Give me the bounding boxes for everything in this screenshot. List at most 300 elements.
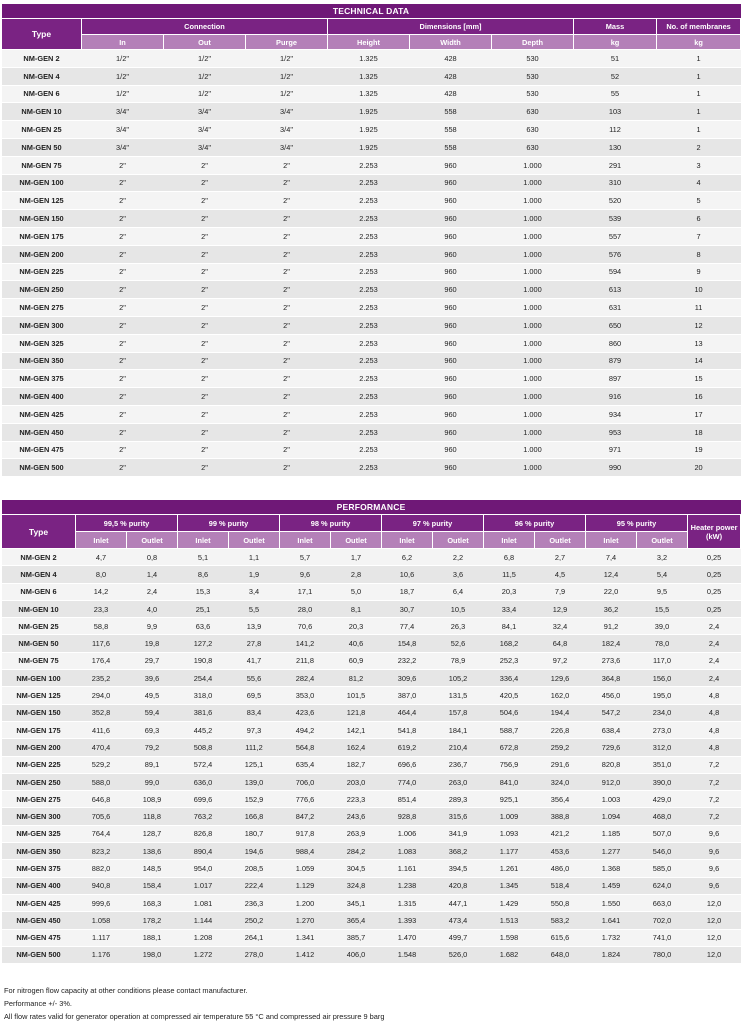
type-cell: NM-GEN 50 [2, 635, 76, 652]
table-cell: 36,2 [586, 600, 637, 617]
table-cell: 3/4" [246, 138, 328, 156]
type-cell: NM-GEN 225 [2, 263, 82, 281]
table-cell: 166,8 [229, 808, 280, 825]
table-cell: 52,6 [433, 635, 484, 652]
table-cell: 289,3 [433, 791, 484, 808]
table-cell: 1.144 [178, 912, 229, 929]
table-cell: 5,7 [280, 549, 331, 566]
table-cell: 630 [492, 121, 574, 139]
table-cell: 103 [574, 103, 657, 121]
type-cell: NM-GEN 325 [2, 825, 76, 842]
footnote: For nitrogen flow capacity at other conditions please contact manufacturer. [4, 986, 248, 995]
table-cell: 77,4 [382, 618, 433, 635]
table-cell: 953 [574, 423, 657, 441]
table-cell: 236,7 [433, 756, 484, 773]
table-cell: 1 [657, 50, 741, 68]
table-cell: 232,2 [382, 652, 433, 669]
table-cell: 1.393 [382, 912, 433, 929]
table-cell: 294,0 [76, 687, 127, 704]
table-cell: 2.253 [328, 245, 410, 263]
table-cell: 486,0 [535, 860, 586, 877]
table-cell: 97,2 [535, 652, 586, 669]
table-cell: 2" [164, 352, 246, 370]
table-cell: 184,1 [433, 721, 484, 738]
table-cell: 203,0 [331, 773, 382, 790]
table-cell: 882,0 [76, 860, 127, 877]
table-cell: 702,0 [637, 912, 688, 929]
type-cell: NM-GEN 175 [2, 227, 82, 245]
table-row [2, 877, 741, 894]
table-cell: 89,1 [127, 756, 178, 773]
table-cell: 2.253 [328, 156, 410, 174]
table-cell: 234,0 [637, 704, 688, 721]
mass-unit-subheader: kg [574, 35, 657, 50]
type-cell: NM-GEN 425 [2, 405, 82, 423]
table-row [2, 860, 741, 877]
table-cell: 960 [410, 227, 492, 245]
table-cell: 3/4" [164, 121, 246, 139]
table-row [2, 721, 741, 738]
table-cell: 741,0 [637, 929, 688, 946]
table-cell: 423,6 [280, 704, 331, 721]
table-cell: 7,2 [688, 756, 741, 773]
table-cell: 9,5 [637, 583, 688, 600]
type-cell: NM-GEN 100 [2, 670, 76, 687]
table-cell: 2,4 [688, 618, 741, 635]
table-cell: 10,5 [433, 600, 484, 617]
table-cell: 148,5 [127, 860, 178, 877]
table-cell: 41,7 [229, 652, 280, 669]
table-cell: 2.253 [328, 334, 410, 352]
table-cell: 2" [82, 245, 164, 263]
table-cell: 2" [82, 334, 164, 352]
table-cell: 588,7 [484, 721, 535, 738]
purity-95-header: 95 % purity [586, 515, 688, 532]
table-cell: 12,0 [688, 946, 741, 963]
table-cell: 58,8 [76, 618, 127, 635]
table-row [2, 566, 741, 583]
table-row [2, 843, 741, 860]
membranes-unit-subheader: kg [657, 35, 741, 50]
table-cell: 8,6 [178, 566, 229, 583]
table-cell: 2.253 [328, 174, 410, 192]
table-cell: 2" [164, 299, 246, 317]
table-row [2, 299, 741, 317]
table-cell: 194,4 [535, 704, 586, 721]
table-cell: 6 [657, 210, 741, 228]
table-row [2, 210, 741, 228]
table-cell: 2.253 [328, 405, 410, 423]
table-cell: 190,8 [178, 652, 229, 669]
table-cell: 99,0 [127, 773, 178, 790]
table-cell: 118,8 [127, 808, 178, 825]
table-cell: 284,2 [331, 843, 382, 860]
table-cell: 1.732 [586, 929, 637, 946]
table-cell: 12,0 [688, 894, 741, 911]
table-cell: 530 [492, 67, 574, 85]
table-cell: 557 [574, 227, 657, 245]
table-cell: 539 [574, 210, 657, 228]
table-cell: 2" [82, 405, 164, 423]
table-cell: 1.682 [484, 946, 535, 963]
table-cell: 2.253 [328, 370, 410, 388]
table-cell: 890,4 [178, 843, 229, 860]
table-cell: 558 [410, 121, 492, 139]
table-cell: 917,8 [280, 825, 331, 842]
table-cell: 2" [82, 352, 164, 370]
table-cell: 774,0 [382, 773, 433, 790]
outlet-subheader: Outlet [331, 532, 382, 549]
table-cell: 1.325 [328, 67, 410, 85]
table-cell: 108,9 [127, 791, 178, 808]
table-cell: 324,0 [535, 773, 586, 790]
type-cell: NM-GEN 250 [2, 773, 76, 790]
table-cell: 2" [82, 210, 164, 228]
table-cell: 17,1 [280, 583, 331, 600]
table-cell: 960 [410, 192, 492, 210]
table-cell: 1.006 [382, 825, 433, 842]
table-cell: 78,0 [637, 635, 688, 652]
table-cell: 3,6 [433, 566, 484, 583]
table-cell: 1.000 [492, 210, 574, 228]
table-cell: 2.253 [328, 423, 410, 441]
table-cell: 2" [164, 245, 246, 263]
table-cell: 8,0 [76, 566, 127, 583]
table-row [2, 192, 741, 210]
table-cell: 4,8 [688, 687, 741, 704]
table-cell: 351,0 [637, 756, 688, 773]
type-cell: NM-GEN 150 [2, 704, 76, 721]
table-cell: 2,2 [433, 549, 484, 566]
table-cell: 594 [574, 263, 657, 281]
table-row [2, 618, 741, 635]
table-cell: 2" [164, 156, 246, 174]
type-cell: NM-GEN 10 [2, 600, 76, 617]
table-cell: 1,7 [331, 549, 382, 566]
table-cell: 263,9 [331, 825, 382, 842]
table-cell: 125,1 [229, 756, 280, 773]
table-cell: 1.000 [492, 156, 574, 174]
type-cell: NM-GEN 350 [2, 352, 82, 370]
table-cell: 4,5 [535, 566, 586, 583]
table-cell: 1.368 [586, 860, 637, 877]
table-cell: 990 [574, 459, 657, 477]
type-cell: NM-GEN 200 [2, 245, 82, 263]
table-cell: 2.253 [328, 263, 410, 281]
table-cell: 1.641 [586, 912, 637, 929]
table-cell: 117,6 [76, 635, 127, 652]
table-cell: 928,8 [382, 808, 433, 825]
table-cell: 2" [246, 316, 328, 334]
table-cell: 1.325 [328, 50, 410, 68]
table-cell: 504,6 [484, 704, 535, 721]
table-cell: 14 [657, 352, 741, 370]
table-cell: 2" [164, 370, 246, 388]
table-cell: 1/2" [82, 85, 164, 103]
table-cell: 15,3 [178, 583, 229, 600]
table-cell: 823,2 [76, 843, 127, 860]
table-cell: 2" [246, 299, 328, 317]
table-cell: 494,2 [280, 721, 331, 738]
table-cell: 1.598 [484, 929, 535, 946]
table-cell: 40,6 [331, 635, 382, 652]
table-row [2, 756, 741, 773]
table-cell: 79,2 [127, 739, 178, 756]
mass-header: Mass [574, 19, 657, 35]
table-cell: 158,4 [127, 877, 178, 894]
table-cell: 2.253 [328, 281, 410, 299]
table-cell: 428 [410, 67, 492, 85]
footnote: All flow rates valid for generator operation at compressed air temperature 55 °C and compressed air pressure 9 barg [4, 1012, 385, 1021]
table-cell: 83,4 [229, 704, 280, 721]
table-cell: 2" [82, 459, 164, 477]
type-cell: NM-GEN 425 [2, 894, 76, 911]
table-cell: 223,3 [331, 791, 382, 808]
table-cell: 2.253 [328, 352, 410, 370]
table-cell: 960 [410, 210, 492, 228]
type-cell: NM-GEN 275 [2, 299, 82, 317]
type-cell: NM-GEN 25 [2, 618, 76, 635]
table-cell: 7,2 [688, 791, 741, 808]
table-cell: 121,8 [331, 704, 382, 721]
table-cell: 178,2 [127, 912, 178, 929]
table-cell: 345,1 [331, 894, 382, 911]
table-cell: 282,4 [280, 670, 331, 687]
table-cell: 9 [657, 263, 741, 281]
table-cell: 226,8 [535, 721, 586, 738]
table-cell: 10 [657, 281, 741, 299]
table-cell: 3/4" [82, 103, 164, 121]
table-cell: 3,4 [229, 583, 280, 600]
table-cell: 139,0 [229, 773, 280, 790]
table-row [2, 352, 741, 370]
table-cell: 847,2 [280, 808, 331, 825]
table-cell: 1.238 [382, 877, 433, 894]
table-cell: 2" [82, 299, 164, 317]
table-cell: 1.315 [382, 894, 433, 911]
table-cell: 26,3 [433, 618, 484, 635]
table-cell: 27,8 [229, 635, 280, 652]
table-cell: 428 [410, 85, 492, 103]
inlet-subheader: Inlet [76, 532, 127, 549]
table-cell: 2" [246, 370, 328, 388]
table-cell: 916 [574, 388, 657, 406]
table-cell: 4 [657, 174, 741, 192]
table-cell: 273,6 [586, 652, 637, 669]
depth-subheader: Depth [492, 35, 574, 50]
table-cell: 1/2" [82, 67, 164, 85]
table-cell: 222,4 [229, 877, 280, 894]
table-cell: 406,0 [331, 946, 382, 963]
table-cell: 1,4 [127, 566, 178, 583]
table-cell: 111,2 [229, 739, 280, 756]
performance-body [2, 549, 741, 964]
table-cell: 6,2 [382, 549, 433, 566]
table-cell: 14,2 [76, 583, 127, 600]
table-row [2, 67, 741, 85]
table-cell: 235,2 [76, 670, 127, 687]
outlet-subheader: Outlet [433, 532, 484, 549]
table-cell: 1.000 [492, 405, 574, 423]
table-cell: 1.177 [484, 843, 535, 860]
table-cell: 1.129 [280, 877, 331, 894]
table-row [2, 704, 741, 721]
table-cell: 1.081 [178, 894, 229, 911]
table-cell: 69,3 [127, 721, 178, 738]
table-row [2, 549, 741, 566]
table-cell: 756,9 [484, 756, 535, 773]
table-cell: 7 [657, 227, 741, 245]
table-cell: 6,4 [433, 583, 484, 600]
table-cell: 420,5 [484, 687, 535, 704]
table-cell: 9,9 [127, 618, 178, 635]
table-cell: 960 [410, 281, 492, 299]
table-cell: 318,0 [178, 687, 229, 704]
table-cell: 468,0 [637, 808, 688, 825]
type-cell: NM-GEN 6 [2, 583, 76, 600]
table-cell: 356,4 [535, 791, 586, 808]
table-cell: 960 [410, 441, 492, 459]
table-cell: 1.000 [492, 423, 574, 441]
table-cell: 2" [246, 192, 328, 210]
table-cell: 1,9 [229, 566, 280, 583]
table-cell: 2.253 [328, 210, 410, 228]
table-row [2, 459, 741, 477]
table-cell: 1.003 [586, 791, 637, 808]
table-cell: 4,8 [688, 721, 741, 738]
table-cell: 630 [492, 103, 574, 121]
table-cell: 5,4 [637, 566, 688, 583]
table-cell: 1.000 [492, 459, 574, 477]
table-cell: 0,25 [688, 600, 741, 617]
table-cell: 2" [246, 334, 328, 352]
table-cell: 20 [657, 459, 741, 477]
type-cell: NM-GEN 400 [2, 877, 76, 894]
table-row [2, 370, 741, 388]
table-cell: 39,0 [637, 618, 688, 635]
table-cell: 572,4 [178, 756, 229, 773]
table-cell: 208,5 [229, 860, 280, 877]
heater-power-header: Heater power (kW) [688, 515, 741, 549]
type-cell: NM-GEN 2 [2, 549, 76, 566]
type-cell: NM-GEN 2 [2, 50, 82, 68]
table-cell: 7,2 [688, 773, 741, 790]
table-cell: 1.925 [328, 103, 410, 121]
table-cell: 2" [246, 263, 328, 281]
table-cell: 646,8 [76, 791, 127, 808]
table-cell: 2,4 [688, 635, 741, 652]
table-cell: 15 [657, 370, 741, 388]
table-cell: 650 [574, 316, 657, 334]
performance-title: PERFORMANCE [2, 500, 741, 515]
table-cell: 445,2 [178, 721, 229, 738]
table-cell: 1.000 [492, 441, 574, 459]
table-cell: 2" [164, 210, 246, 228]
out-subheader: Out [164, 35, 246, 50]
table-cell: 631 [574, 299, 657, 317]
table-cell: 820,8 [586, 756, 637, 773]
table-cell: 91,2 [586, 618, 637, 635]
table-row [2, 138, 741, 156]
table-cell: 176,4 [76, 652, 127, 669]
table-cell: 1.009 [484, 808, 535, 825]
table-cell: 1.277 [586, 843, 637, 860]
table-cell: 70,6 [280, 618, 331, 635]
inlet-subheader: Inlet [484, 532, 535, 549]
table-cell: 564,8 [280, 739, 331, 756]
outlet-subheader: Outlet [535, 532, 586, 549]
table-cell: 39,6 [127, 670, 178, 687]
table-cell: 2" [164, 192, 246, 210]
table-cell: 112 [574, 121, 657, 139]
table-cell: 2" [246, 388, 328, 406]
table-cell: 1.459 [586, 877, 637, 894]
table-cell: 940,8 [76, 877, 127, 894]
table-cell: 2,4 [127, 583, 178, 600]
table-cell: 1.824 [586, 946, 637, 963]
table-cell: 2" [82, 192, 164, 210]
table-cell: 15,5 [637, 600, 688, 617]
table-cell: 1.325 [328, 85, 410, 103]
table-cell: 588,0 [76, 773, 127, 790]
table-cell: 7,9 [535, 583, 586, 600]
table-cell: 9,6 [688, 825, 741, 842]
table-cell: 10,6 [382, 566, 433, 583]
table-cell: 1.083 [382, 843, 433, 860]
table-cell: 2" [246, 459, 328, 477]
type-cell: NM-GEN 75 [2, 156, 82, 174]
table-cell: 17 [657, 405, 741, 423]
table-cell: 63,6 [178, 618, 229, 635]
table-cell: 1.925 [328, 138, 410, 156]
table-cell: 2" [82, 263, 164, 281]
table-row [2, 894, 741, 911]
table-cell: 250,2 [229, 912, 280, 929]
type-cell: NM-GEN 450 [2, 423, 82, 441]
table-cell: 3/4" [246, 103, 328, 121]
table-cell: 699,6 [178, 791, 229, 808]
purity-96-header: 96 % purity [484, 515, 586, 532]
table-row [2, 739, 741, 756]
outlet-subheader: Outlet [229, 532, 280, 549]
table-cell: 453,6 [535, 843, 586, 860]
table-row [2, 263, 741, 281]
table-cell: 2.253 [328, 299, 410, 317]
footnotes [4, 984, 384, 1023]
table-cell: 507,0 [637, 825, 688, 842]
table-row [2, 946, 741, 963]
table-cell: 49,5 [127, 687, 178, 704]
table-cell: 168,2 [484, 635, 535, 652]
table-cell: 2" [164, 405, 246, 423]
table-cell: 182,4 [586, 635, 637, 652]
table-cell: 312,0 [637, 739, 688, 756]
table-cell: 59,4 [127, 704, 178, 721]
table-cell: 860 [574, 334, 657, 352]
table-cell: 2.253 [328, 388, 410, 406]
type-cell: NM-GEN 125 [2, 192, 82, 210]
table-cell: 613 [574, 281, 657, 299]
table-cell: 152,9 [229, 791, 280, 808]
type-cell: NM-GEN 500 [2, 946, 76, 963]
table-cell: 2" [164, 263, 246, 281]
table-cell: 6,8 [484, 549, 535, 566]
table-cell: 19 [657, 441, 741, 459]
technical-data-body [2, 50, 741, 477]
table-row [2, 388, 741, 406]
table-cell: 315,6 [433, 808, 484, 825]
performance-table [1, 500, 741, 964]
